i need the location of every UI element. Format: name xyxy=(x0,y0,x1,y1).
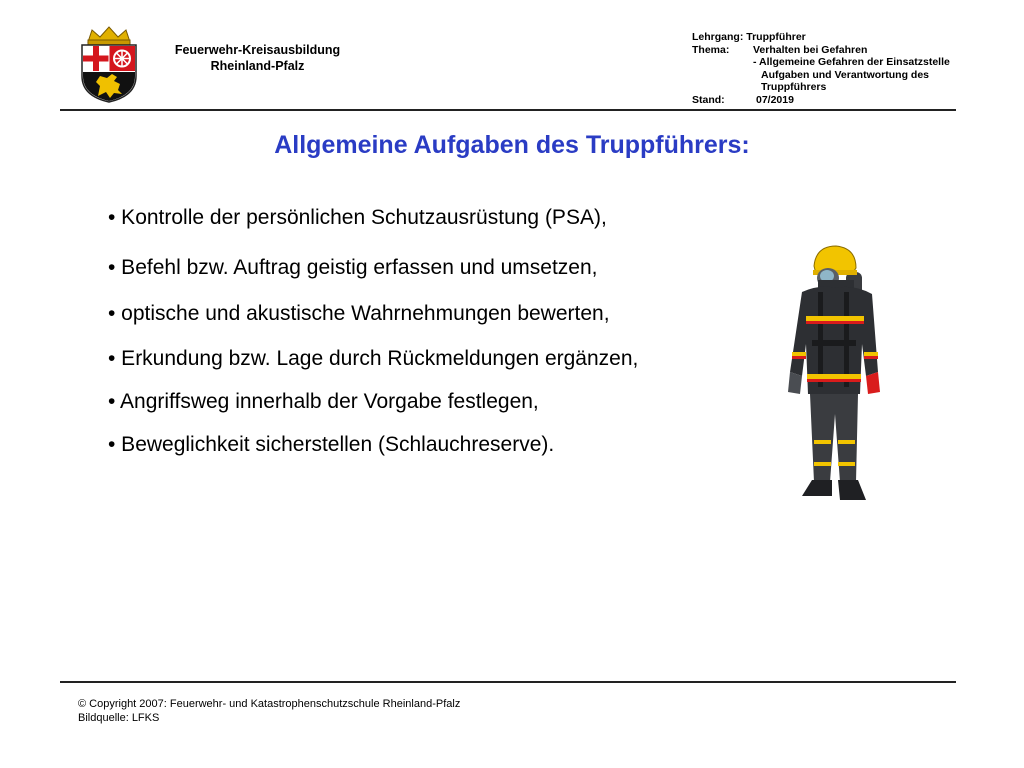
copyright-text: © Copyright 2007: Feuerwehr- und Katastrophenschutzschule Rheinland-Pfalz xyxy=(78,698,461,710)
thema-line-3: Aufgaben und Verantwortung des xyxy=(761,68,930,81)
list-item: • Angriffsweg innerhalb der Vorgabe festlegen, xyxy=(108,390,539,413)
thema-value: Verhalten bei Gefahren xyxy=(753,43,868,56)
stand-label: Stand: xyxy=(692,93,725,106)
list-item: • Beweglichkeit sicherstellen (Schlauchreserve). xyxy=(108,433,555,456)
thema-line-4: Truppführers xyxy=(761,81,827,94)
list-item: • optische und akustische Wahrnehmungen bewerten, xyxy=(108,302,610,325)
course-meta xyxy=(692,31,992,107)
org-line-2: Rheinland-Pfalz xyxy=(210,59,305,73)
footer xyxy=(78,697,460,725)
list-item: • Kontrolle der persönlichen Schutzausrüstung (PSA), xyxy=(108,206,607,229)
coat-of-arms-logo xyxy=(76,24,142,104)
list-item: • Befehl bzw. Auftrag geistig erfassen und umsetzen, xyxy=(108,256,598,279)
footer-divider xyxy=(60,681,956,683)
crown-icon xyxy=(88,27,130,45)
stand-value: 07/2019 xyxy=(756,93,794,106)
organisation-name xyxy=(150,42,365,74)
slide-title: Allgemeine Aufgaben des Truppführers: xyxy=(274,131,750,159)
thema-line-2: - Allgemeine Gefahren der Einsatzstelle xyxy=(753,56,950,69)
lehrgang-line: Lehrgang: Truppführer xyxy=(692,31,806,43)
org-line-1: Feuerwehr-Kreisausbildung xyxy=(174,43,341,57)
header-divider xyxy=(60,109,956,111)
thema-label: Thema: xyxy=(692,43,730,56)
firefighter-illustration xyxy=(780,244,890,509)
image-source-text: Bildquelle: LFKS xyxy=(78,712,160,724)
list-item: • Erkundung bzw. Lage durch Rückmeldungen ergänzen, xyxy=(108,347,639,370)
